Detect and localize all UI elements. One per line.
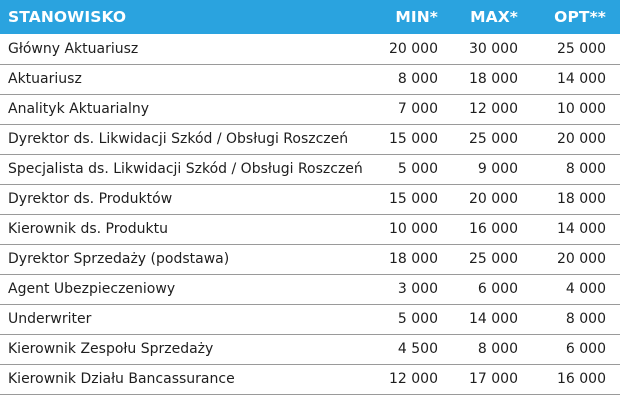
table-body — [0, 34, 620, 394]
cell-position: Agent Ubezpieczeniowy — [8, 281, 176, 297]
cell-position: Kierownik Działu Bancassurance — [8, 371, 235, 387]
cell-opt: 4 000 — [565, 281, 606, 297]
header-row — [0, 0, 620, 34]
header-min: MIN* — [395, 8, 438, 26]
table-row — [0, 214, 620, 244]
cell-opt: 6 000 — [565, 341, 606, 357]
cell-max: 30 000 — [469, 40, 518, 57]
cell-max: 18 000 — [469, 71, 518, 87]
cell-max: 25 000 — [469, 251, 518, 267]
cell-max: 8 000 — [477, 341, 518, 357]
cell-position: Dyrektor Sprzedaży (podstawa) — [8, 251, 230, 267]
table-row — [0, 364, 620, 394]
header-position: STANOWISKO — [8, 8, 127, 26]
cell-min: 5 000 — [397, 311, 438, 327]
cell-min: 20 000 — [389, 40, 438, 57]
cell-max: 14 000 — [469, 311, 518, 327]
cell-opt: 8 000 — [565, 161, 606, 177]
table-row — [0, 244, 620, 274]
cell-opt: 20 000 — [557, 251, 606, 267]
cell-position: Dyrektor ds. Produktów — [8, 191, 173, 207]
cell-max: 20 000 — [469, 191, 518, 207]
cell-min: 7 000 — [397, 101, 438, 117]
cell-opt: 16 000 — [557, 371, 606, 387]
header-opt: OPT** — [554, 8, 606, 26]
cell-min: 10 000 — [389, 221, 438, 237]
cell-max: 9 000 — [477, 161, 518, 177]
cell-min: 18 000 — [389, 251, 438, 267]
cell-position: Analityk Aktuarialny — [8, 101, 150, 117]
cell-min: 8 000 — [397, 71, 438, 87]
cell-opt: 25 000 — [557, 40, 606, 57]
cell-max: 12 000 — [469, 101, 518, 117]
table-row — [0, 34, 620, 64]
table-row — [0, 154, 620, 184]
cell-max: 25 000 — [469, 131, 518, 147]
table-row — [0, 184, 620, 214]
table-row — [0, 94, 620, 124]
cell-opt: 8 000 — [565, 311, 606, 327]
cell-opt: 14 000 — [557, 71, 606, 87]
cell-position: Specjalista ds. Likwidacji Szkód / Obsługi Roszczeń — [8, 161, 363, 177]
table-row — [0, 124, 620, 154]
table-row — [0, 304, 620, 334]
cell-opt: 20 000 — [557, 131, 606, 147]
cell-max: 16 000 — [469, 221, 518, 237]
header-max: MAX* — [470, 8, 518, 26]
table-row — [0, 64, 620, 94]
cell-position: Dyrektor ds. Likwidacji Szkód / Obsługi Roszczeń — [8, 131, 349, 147]
cell-min: 5 000 — [397, 161, 438, 177]
cell-min: 3 000 — [397, 281, 438, 297]
cell-min: 15 000 — [389, 191, 438, 207]
cell-position: Underwriter — [8, 311, 92, 327]
cell-opt: 14 000 — [557, 221, 606, 237]
cell-max: 17 000 — [469, 371, 518, 387]
cell-position: Kierownik ds. Produktu — [8, 221, 168, 237]
cell-min: 12 000 — [389, 371, 438, 387]
cell-min: 4 500 — [397, 341, 438, 357]
cell-position: Główny Aktuariusz — [8, 40, 139, 57]
cell-opt: 10 000 — [557, 101, 606, 117]
cell-min: 15 000 — [389, 131, 438, 147]
table-header — [0, 0, 620, 34]
cell-max: 6 000 — [477, 281, 518, 297]
table-row — [0, 274, 620, 304]
cell-position: Aktuariusz — [8, 71, 82, 87]
cell-opt: 18 000 — [557, 191, 606, 207]
cell-position: Kierownik Zespołu Sprzedaży — [8, 341, 214, 357]
table-row — [0, 334, 620, 364]
